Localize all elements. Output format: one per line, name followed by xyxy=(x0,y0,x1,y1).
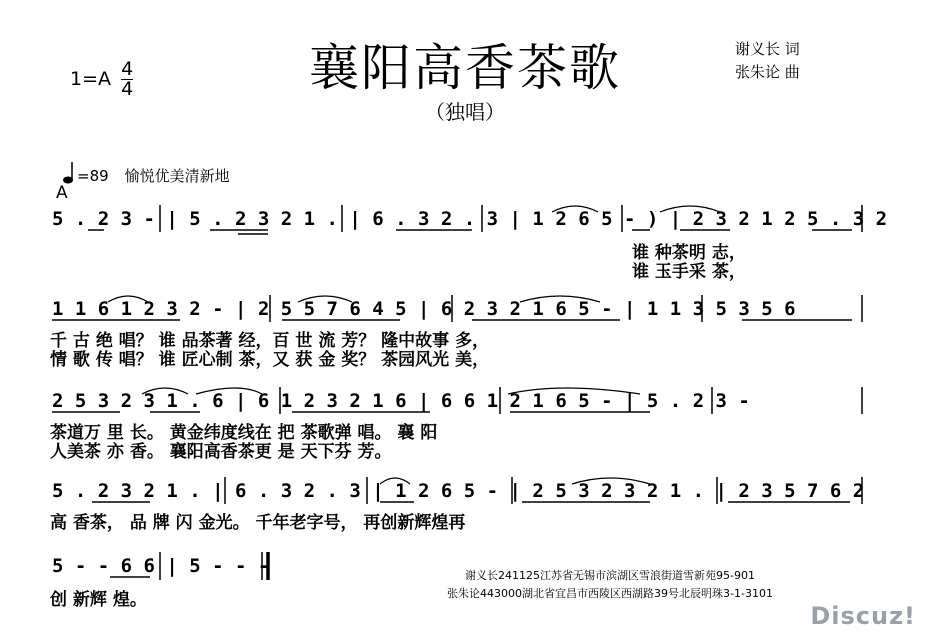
lyrics-row-2-verse-1: 千 古 绝 唱？ 谁 品茶著 经，百 世 流 芳？ 隆中故事 多， xyxy=(50,331,490,351)
song-subtitle: （独唱） xyxy=(425,100,505,124)
key-label: 1=A xyxy=(70,68,112,90)
time-signature: $\frac{4}{4}$ xyxy=(121,58,134,100)
song-title: 襄阳高香茶歌 xyxy=(309,39,621,97)
notes-row-5: 5 - - 6 6 | 5 - - - xyxy=(52,555,270,577)
lyrics-row-1-verse-1: 谁 种茶明 志， xyxy=(632,243,746,263)
notes-row-4: 5 . 2 3 2 1 . | 6 . 3 2 . 3 | 1 2 6 5 - | 2 5 3 2 3 2 1 . | 2 3 5 7 6 2 xyxy=(52,480,865,502)
lyrics-row-3-verse-1: 茶道万 里 长。 黄金纬度线在 把 茶歌弹 唱。 襄 阳 xyxy=(50,423,438,443)
tempo-value: =89 愉悦优美清新地 xyxy=(77,167,230,185)
notes-row-2: 1 1 6 1 2 3 2 - | 2 5 5 7 6 4 5 | 6 2 3 2 1 6 5 - | 1 1 3 5 3 5 6 xyxy=(52,298,796,320)
notes-row-3: 2 5 3 2 3 1 . 6 | 6 1 2 3 2 1 6 | 6 6 1 2 1 6 5 - | 5 . 2 3 - xyxy=(52,390,750,412)
composer-credit: 张朱论 曲 xyxy=(735,63,800,81)
address-composer: 张朱论443000湖北省宜昌市西陵区西湖路39号北辰明珠3-1-3101 xyxy=(447,587,773,600)
lyrics-row-4-verse-1: 高 香茶， 品 牌 闪 金光。 千年老字号， 再创新辉煌再 xyxy=(50,513,466,533)
discuz-watermark: Discuz! xyxy=(810,602,916,630)
address-lyricist: 谢义长241125江苏省无锡市滨湖区雪浪街道雪新苑95-901 xyxy=(465,569,755,582)
lyricist-credit: 谢义长 词 xyxy=(735,40,800,58)
lyrics-row-3-verse-2: 人美茶 亦 香。 襄阳高香茶更 是 天下芬 芳。 xyxy=(50,442,392,462)
lyrics-row-1-verse-2: 谁 玉手采 茶， xyxy=(632,262,746,282)
notes-row-1: 5 . 2 3 - | 5 . 2 3 2 1 . | 6 . 3 2 . 3 | 1 2 6 5 - ) | 2 3 2 1 2 5 . 3 2 xyxy=(52,208,888,230)
expression-mark: 愉悦优美清新地 xyxy=(124,167,230,185)
lyrics-row-2-verse-2: 情 歌 传 唱？ 谁 匠心制 茶，又 获 金 奖？ 茶园风光 美， xyxy=(50,350,490,370)
lyrics-row-5-verse-1: 创 新辉 煌。 xyxy=(50,590,147,610)
section-mark: A xyxy=(56,183,68,203)
